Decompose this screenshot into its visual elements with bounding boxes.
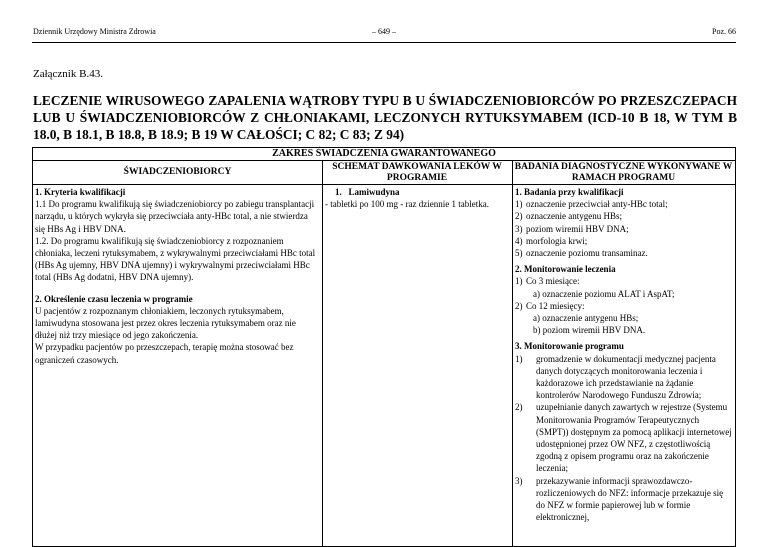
treatment-duration-title: 2. Określenie czasu leczenia w programie <box>35 293 193 304</box>
drug-heading <box>325 186 509 198</box>
col-dosage <box>325 186 509 210</box>
col-beneficiaries <box>35 186 319 366</box>
sub-item: a) oznaczenie poziomu ALAT i AspAT; <box>533 288 675 299</box>
header-rule-col3 <box>512 184 735 185</box>
list-item: 1) Co 3 miesiące: <box>515 276 580 287</box>
drug-number: 1. <box>335 187 342 197</box>
col-header-beneficiaries: ŚWIADCZENIOBIORCY <box>123 167 232 177</box>
list-item: 4) morfologia krwi; <box>515 235 588 246</box>
list-item: 1) gromadzenie w dokumentacji medycznej pacjenta danych dotyczących monitorowania leczenia i każdorazowe ich przedstawianie na żądanie kontrolerów Narodowego Funduszu Zdrowia; <box>515 353 716 401</box>
qualification-criteria-1-2: 1.2. Do programu kwalifikują się świadczeniobiorcy z rozpoznaniem chłoniaka, leczeni rytuksymabem, z wykrywalnymi przeciwciałami HBc total (HBs Ag ujemny, HBV DNA ujemny) i wykrywalnymi przeciwciałami HBc total (HBs Ag dodatni, HBV DNA ujemny). <box>35 235 316 283</box>
program-monitoring-title: 3. Monitorowanie programu <box>515 341 624 352</box>
list-item: 2) Co 12 miesięcy: <box>515 300 585 311</box>
col-diagnostics <box>515 186 733 523</box>
monitoring-treatment-title: 2. Monitorowanie leczenia <box>515 264 616 275</box>
treatment-duration-text-2: W przypadku pacjentów po przeszczepach, terapię można stosować bez ograniczeń czasowych. <box>35 342 294 365</box>
treatment-duration-text-1: U pacjentów z rozpoznanym chłoniakiem, leczonych rytuksymabem, lamiwudyna stosowana jest przez okres leczenia rytuksymabem oraz nie dłużej niż trzy miesiące od jego zakończenia. <box>35 305 296 341</box>
drug-dosage: - tabletki po 100 mg - raz dziennie 1 tabletka. <box>325 199 489 210</box>
header-rule-col1 <box>33 184 322 185</box>
column-divider-1 <box>322 160 323 546</box>
list-item: 5) oznaczenie poziomu transaminaz. <box>515 248 648 259</box>
table-group-header: ZAKRES ŚWIADCZENIA GWARANTOWANEGO <box>33 148 735 161</box>
position-number: Poz. 66 <box>712 27 736 36</box>
qualification-criteria-title: 1. Kryteria kwalifikacji <box>35 187 126 197</box>
list-item: 2) uzupełnianie danych zawartych w rejestrze (Systemu Monitorowania Programów Terapeutycznych (SMPT)) dostępnym za pomocą aplikacji internetowej udostępnionej przez OW NFZ, z częstotliwością zgodną z opisem programu oraz na zakończenie leczenia; <box>515 402 732 474</box>
journal-name: Dziennik Urzędowy Ministra Zdrowia <box>33 27 156 36</box>
qualification-tests-title: 1. Badania przy kwalifikacji <box>515 187 624 197</box>
annex-label: Załącznik B.43. <box>33 68 103 80</box>
col-header-diagnostics: BADANIA DIAGNOSTYCZNE WYKONYWANE W RAMACH PROGRAMU <box>514 161 733 183</box>
document-title: LECZENIE WIRUSOWEGO ZAPALENIA WĄTROBY TYPU B U ŚWIADCZENIOBIORCÓW PO PRZESZCZEPACH LUB U ŚWIADCZENIOBIORCÓW Z CHŁONIAKAMI, LECZONYCH RYTUKSYMABEM (ICD-10 B 18, W TYM B 18.0, B 18.1, B 18.8, B 18.9; B 19 W CAŁOŚCI; C 82; C 83; Z 94) <box>33 93 737 142</box>
sub-item: b) poziom wiremii HBV DNA. <box>533 325 646 336</box>
list-item: 3) przekazywanie informacji sprawozdawczo-rozliczeniowych do NFZ: informacje przekazuje się do NFZ w formie papierowej lub w formie elektronicznej, <box>515 475 724 523</box>
benefit-table <box>32 147 736 547</box>
list-item: 2) oznaczenie antygenu HBs; <box>515 211 622 222</box>
column-divider-2 <box>512 160 513 546</box>
header-rule <box>32 42 736 43</box>
list-item: 1) oznaczenie przeciwciał anty-HBc total; <box>515 199 668 210</box>
qualification-criteria-1-1: 1.1 Do programu kwalifikują się świadczeniobiorcy po zabiegu transplantacji narządu, u których wykryła się przeciwciała anty-HBc total, a nie stwierdza się HBs Ag i HBV DNA. <box>35 199 315 234</box>
sub-item: a) oznaczenie antygenu HBs; <box>533 313 639 324</box>
list-item: 3) poziom wiremii HBV DNA; <box>515 223 629 234</box>
header-rule-col2 <box>322 184 512 185</box>
page-number: – 649 – <box>372 27 396 36</box>
col-header-dosage: SCHEMAT DAWKOWANIA LEKÓW W PROGRAMIE <box>332 161 502 183</box>
drug-name: Lamiwudyna <box>348 187 400 197</box>
